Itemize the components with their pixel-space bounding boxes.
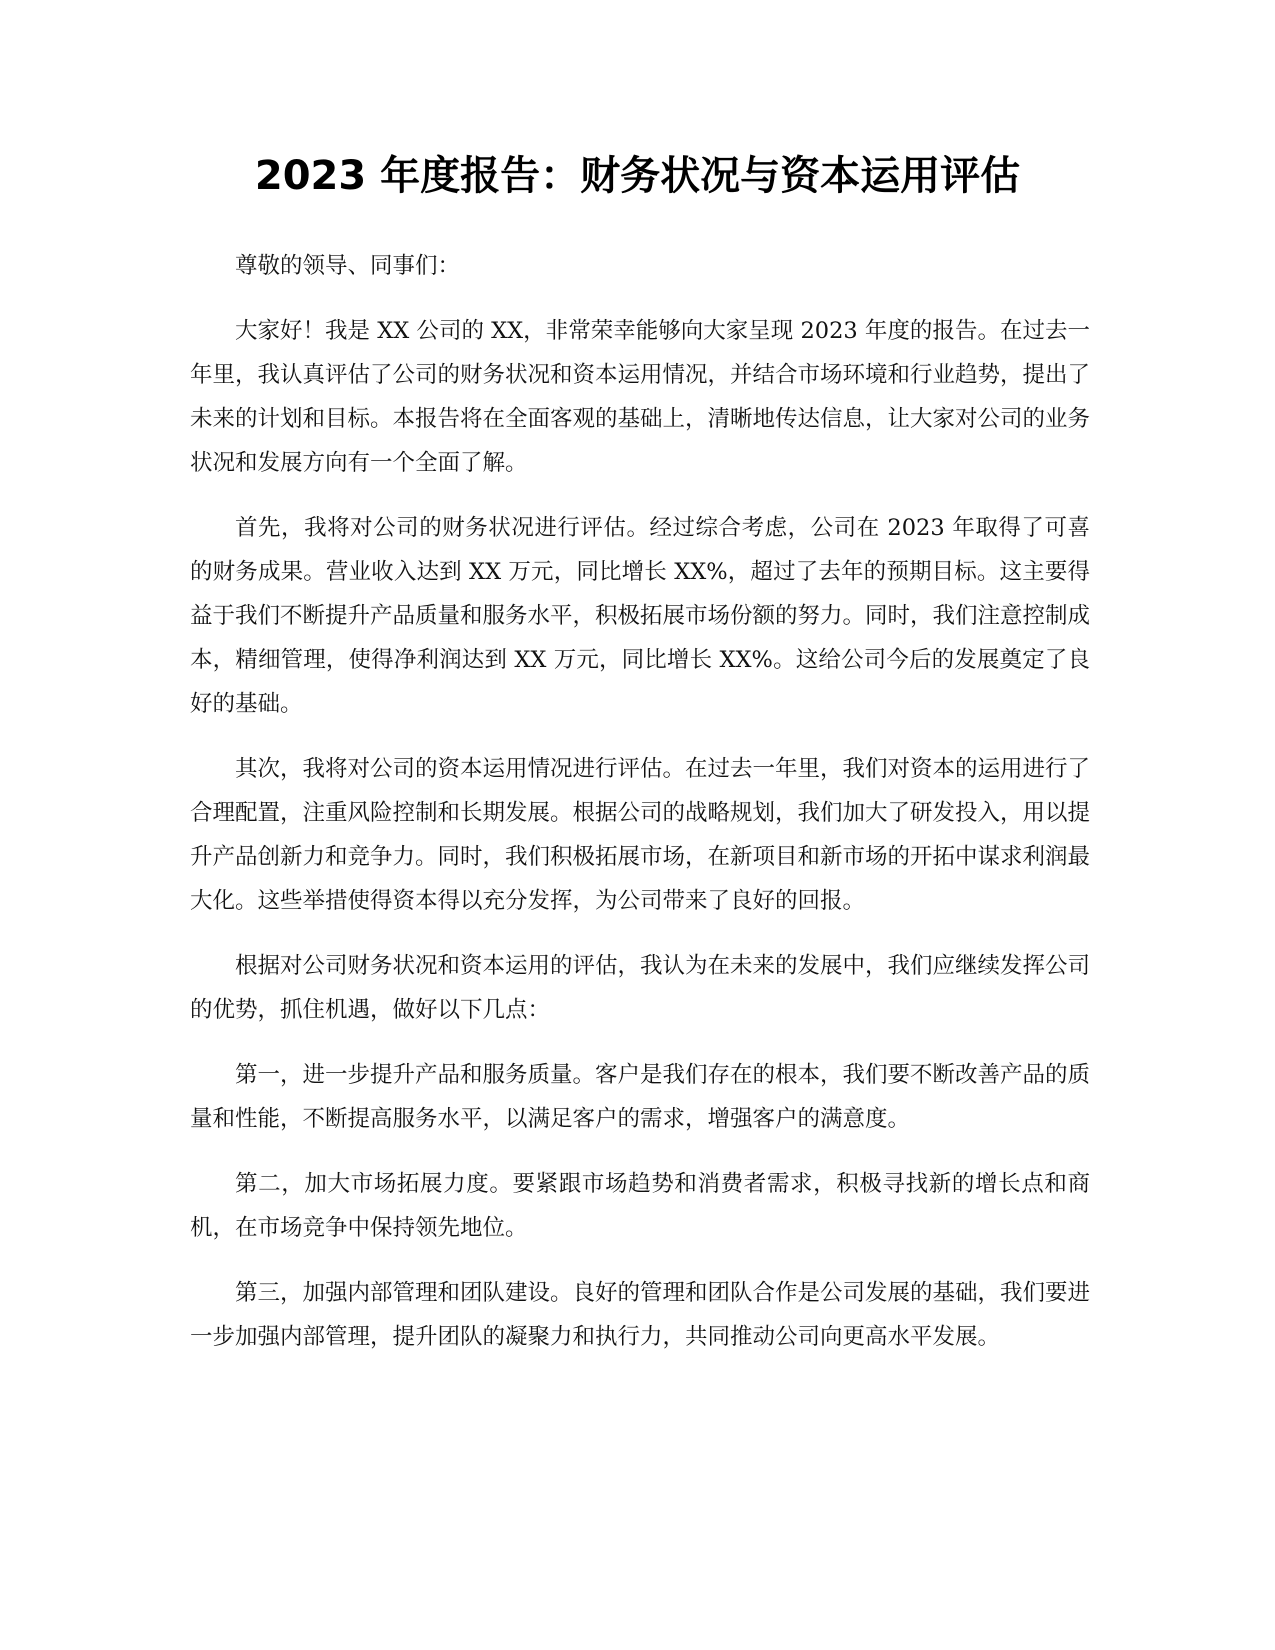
- financial-status-paragraph: 首先，我将对公司的财务状况进行评估。经过综合考虑，公司在 2023 年取得了可喜的财务成果。营业收入达到 XX 万元，同比增长 XX%，超过了去年的预期目标。这主要得益于我们不断提升产品质量和服务水平，积极拓展市场份额的努力。同时，我们注意控制成本，精细管理，使得净利润达到 XX 万元，同比增长 XX%。这给公司今后的发展奠定了良好的基础。: [190, 515, 1091, 717]
- introduction-paragraph: 大家好！我是 XX 公司的 XX，非常荣幸能够向大家呈现 2023 年度的报告。在过去一年里，我认真评估了公司的财务状况和资本运用情况，并结合市场环境和行业趋势，提出了未来的计划和目标。本报告将在全面客观的基础上，清晰地传达信息，让大家对公司的业务状况和发展方向有一个全面了解。: [190, 318, 1091, 476]
- capital-usage-paragraph: 其次，我将对公司的资本运用情况进行评估。在过去一年里，我们对资本的运用进行了合理配置，注重风险控制和长期发展。根据公司的战略规划，我们加大了研发投入，用以提升产品创新力和竞争力。同时，我们积极拓展市场，在新项目和新市场的开拓中谋求利润最大化。这些举措使得资本得以充分发挥，为公司带来了良好的回报。: [190, 756, 1091, 914]
- point-two-paragraph: 第二，加大市场拓展力度。要紧跟市场趋势和消费者需求，积极寻找新的增长点和商机，在市场竞争中保持领先地位。: [190, 1171, 1090, 1241]
- point-three-paragraph: 第三，加强内部管理和团队建设。良好的管理和团队合作是公司发展的基础，我们要进一步加强内部管理，提升团队的凝聚力和执行力，共同推动公司向更高水平发展。: [190, 1280, 1091, 1350]
- document-body: [190, 244, 1090, 1380]
- point-one-paragraph: 第一，进一步提升产品和服务质量。客户是我们存在的根本，我们要不断改善产品的质量和性能，不断提高服务水平，以满足客户的需求，增强客户的满意度。: [190, 1062, 1091, 1132]
- future-outlook-paragraph: 根据对公司财务状况和资本运用的评估，我认为在未来的发展中，我们应继续发挥公司的优势，抓住机遇，做好以下几点：: [190, 953, 1091, 1023]
- document-title: 2023 年度报告：财务状况与资本运用评估: [254, 153, 1021, 199]
- salutation-paragraph: 尊敬的领导、同事们：: [235, 253, 461, 279]
